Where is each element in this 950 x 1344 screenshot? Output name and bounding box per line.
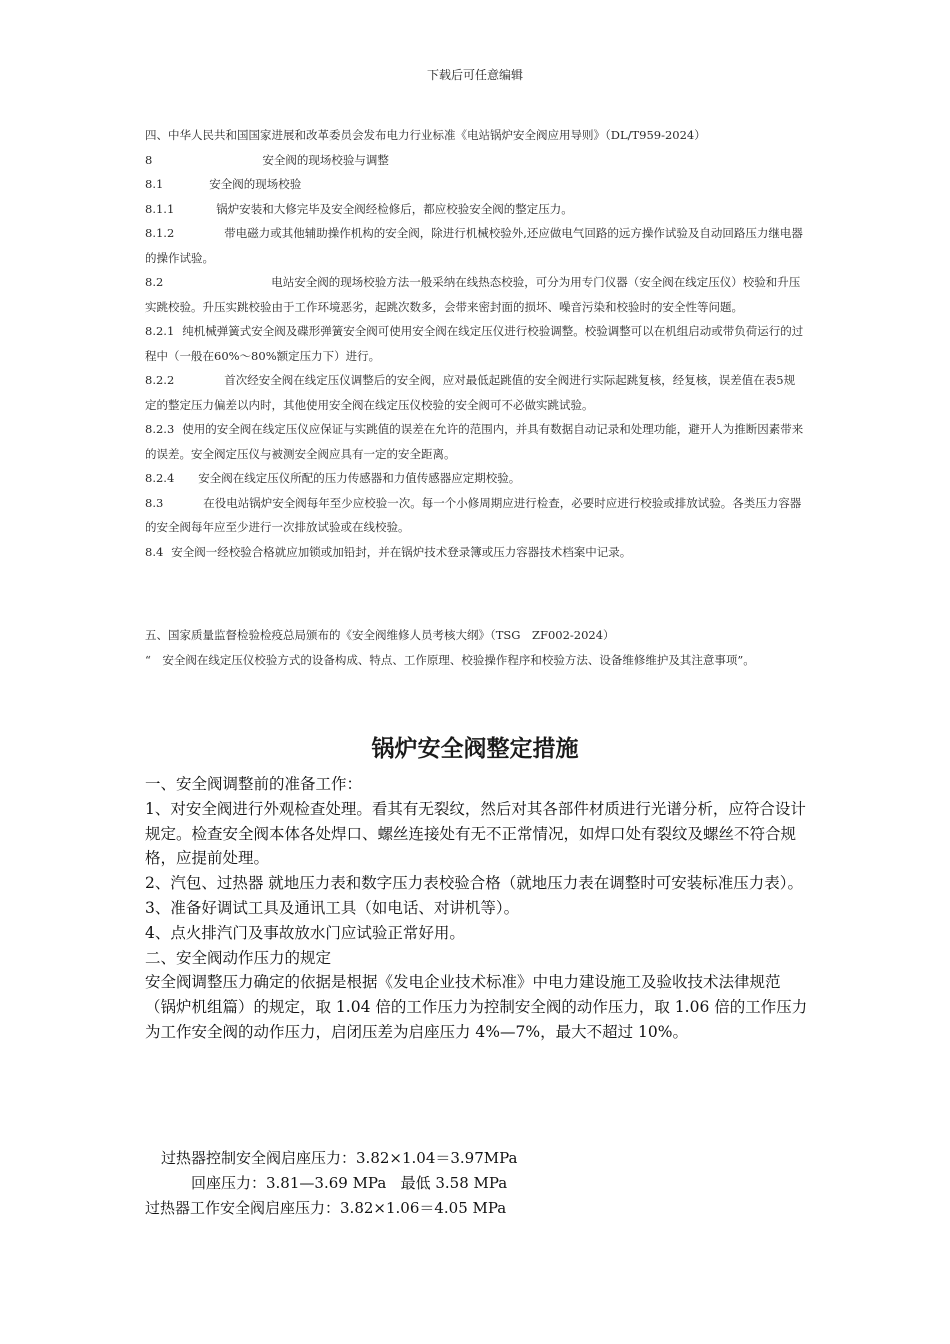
clause-text: 安全阀在线定压仪所配的压力传感器和力值传感器应定期校验。 — [198, 471, 521, 485]
section-five — [145, 623, 805, 672]
clause-8-4 — [145, 540, 805, 565]
section-five-heading: 五、国家质量监督检验检疫总局颁布的《安全阀维修人员考核大纲》（TSG ZF002-2024） — [145, 628, 615, 642]
prep-item-1: 1、对安全阀进行外观检查处理。看其有无裂纹，然后对其各部件材质进行光谱分析，应符合设计规定。检查安全阀本体各处焊口、螺丝连接处有无不正常情况，如焊口处有裂纹及螺丝不符合规格，应提前处理。 — [145, 799, 806, 868]
main-body — [145, 772, 810, 1045]
clause-8 — [145, 148, 805, 173]
clause-8-1-1 — [145, 197, 805, 222]
clause-text: 安全阀一经校验合格就应加锁或加铅封，并在锅炉技术登录簿或压力容器技术档案中记录。 — [171, 544, 632, 559]
clause-text: 带电磁力或其他辅助操作机构的安全阀，除进行机械校验外,还应做电气回路的远方操作试验及自动回路压力继电器的操作试验。 — [145, 226, 803, 265]
clause-8-2-1 — [145, 319, 805, 368]
section-four-heading: 四、中华人民共和国国家进展和改革委员会发布电力行业标准《电站锅炉安全阀应用导则》（DL/T959-2024） — [145, 128, 706, 142]
clause-number: 8.1 — [145, 177, 164, 191]
clause-text: 电站安全阀的现场校验方法一般采纳在线热态校验，可分为用专门仪器（安全阀在线定压仪）校验和升压实跳校验。升压实跳校验由于工作环境恶劣，起跳次数多，会带来密封面的损坏、噪音污染和校验时的安全性等问题。 — [145, 275, 801, 314]
clause-number: 8.1.2 — [145, 226, 175, 240]
main-title: 锅炉安全阀整定措施 — [371, 736, 579, 762]
clause-number: 8.4 — [145, 544, 164, 559]
section-four — [145, 123, 805, 564]
clause-number: 8.2.3 — [145, 422, 175, 436]
clause-8-3 — [145, 491, 805, 540]
clause-text: 安全阀的现场校验与调整 — [262, 152, 389, 167]
prep-item-3: 3、准备好调试工具及通讯工具（如电话、对讲机等）。 — [145, 898, 520, 917]
clause-8-2-4 — [145, 466, 805, 491]
clause-number: 8.3 — [145, 495, 164, 510]
calc-line-control-valve: 过热器控制安全阀启座压力：3.82×1.04＝3.97MPa — [161, 1149, 518, 1167]
clause-text: 首次经安全阀在线定压仪调整后的安全阀，应对最低起跳值的安全阀进行实际起跳复核，经复核，误差值在表5规定的整定压力偏差以内时，其他使用安全阀在线定压仪校验的安全阀可不必做实跳试验。 — [145, 373, 796, 412]
prep-item-2: 2、汽包、过热器 就地压力表和数字压力表校验合格（就地压力表在调整时可安装标准压力表）。 — [145, 874, 804, 893]
heading-preparation: 一、安全阀调整前的准备工作： — [145, 775, 363, 793]
calculation-block — [145, 1146, 805, 1221]
clause-text: 锅炉安装和大修完毕及安全阀经检修后，都应校验安全阀的整定压力。 — [216, 201, 573, 216]
section-five-quote: “ 安全阀在线定压仪校验方式的设备构成、特点、工作原理、校验操作程序和校验方法、设备维修维护及其注意事项”。 — [145, 652, 755, 667]
calc-line-working-valve: 过热器工作安全阀启座压力：3.82×1.06＝4.05 MPa — [145, 1199, 507, 1217]
clause-number: 8.2.2 — [145, 373, 175, 387]
clause-number: 8.2.1 — [145, 324, 175, 338]
clause-number: 8.2.4 — [145, 471, 175, 485]
clause-number: 8.1.1 — [145, 201, 175, 216]
clause-8-2-3 — [145, 417, 805, 466]
heading-pressure-rule: 二、安全阀动作压力的规定 — [145, 948, 332, 967]
clause-8-2-2 — [145, 368, 805, 417]
clause-8-1 — [145, 172, 805, 197]
page-header: 下载后可任意编辑 — [426, 68, 523, 82]
clause-number: 8 — [145, 152, 153, 167]
pressure-rule-paragraph: 安全阀调整压力确定的依据是根据《发电企业技术标准》中电力建设施工及验收技术法律规范（锅炉机组篇）的规定，取 1.04 倍的工作压力为控制安全阀的动作压力，取 1.06 倍的工作压力为工作安全阀的动作压力，启闭压差为启座压力 4%—7%，最大不超过 10%。 — [145, 973, 808, 1041]
clause-number: 8.2 — [145, 275, 164, 289]
clause-8-2 — [145, 270, 805, 319]
clause-text: 使用的安全阀在线定压仪应保证与实跳值的误差在允许的范围内，并具有数据自动记录和处理功能，避开人为推断因素带来的误差。安全阀定压仪与被测安全阀应具有一定的安全距离。 — [145, 422, 804, 461]
clause-text: 纯机械弹簧式安全阀及碟形弹簧安全阀可使用安全阀在线定压仪进行校验调整。校验调整可以在机组启动或带负荷运行的过程中（一般在60%～80%额定压力下）进行。 — [145, 324, 804, 363]
clause-text: 安全阀的现场校验 — [209, 177, 302, 191]
clause-text: 在役电站锅炉安全阀每年至少应校验一次。每一个小修周期应进行检查，必要时应进行校验或排放试验。各类压力容器的安全阀每年应至少进行一次排放试验或在线校验。 — [145, 495, 802, 534]
calc-line-reseat: 回座压力：3.81—3.69 MPa 最低 3.58 MPa — [191, 1174, 508, 1192]
prep-item-4: 4、点火排汽门及事故放水门应试验正常好用。 — [145, 923, 465, 942]
clause-8-1-2 — [145, 221, 805, 270]
